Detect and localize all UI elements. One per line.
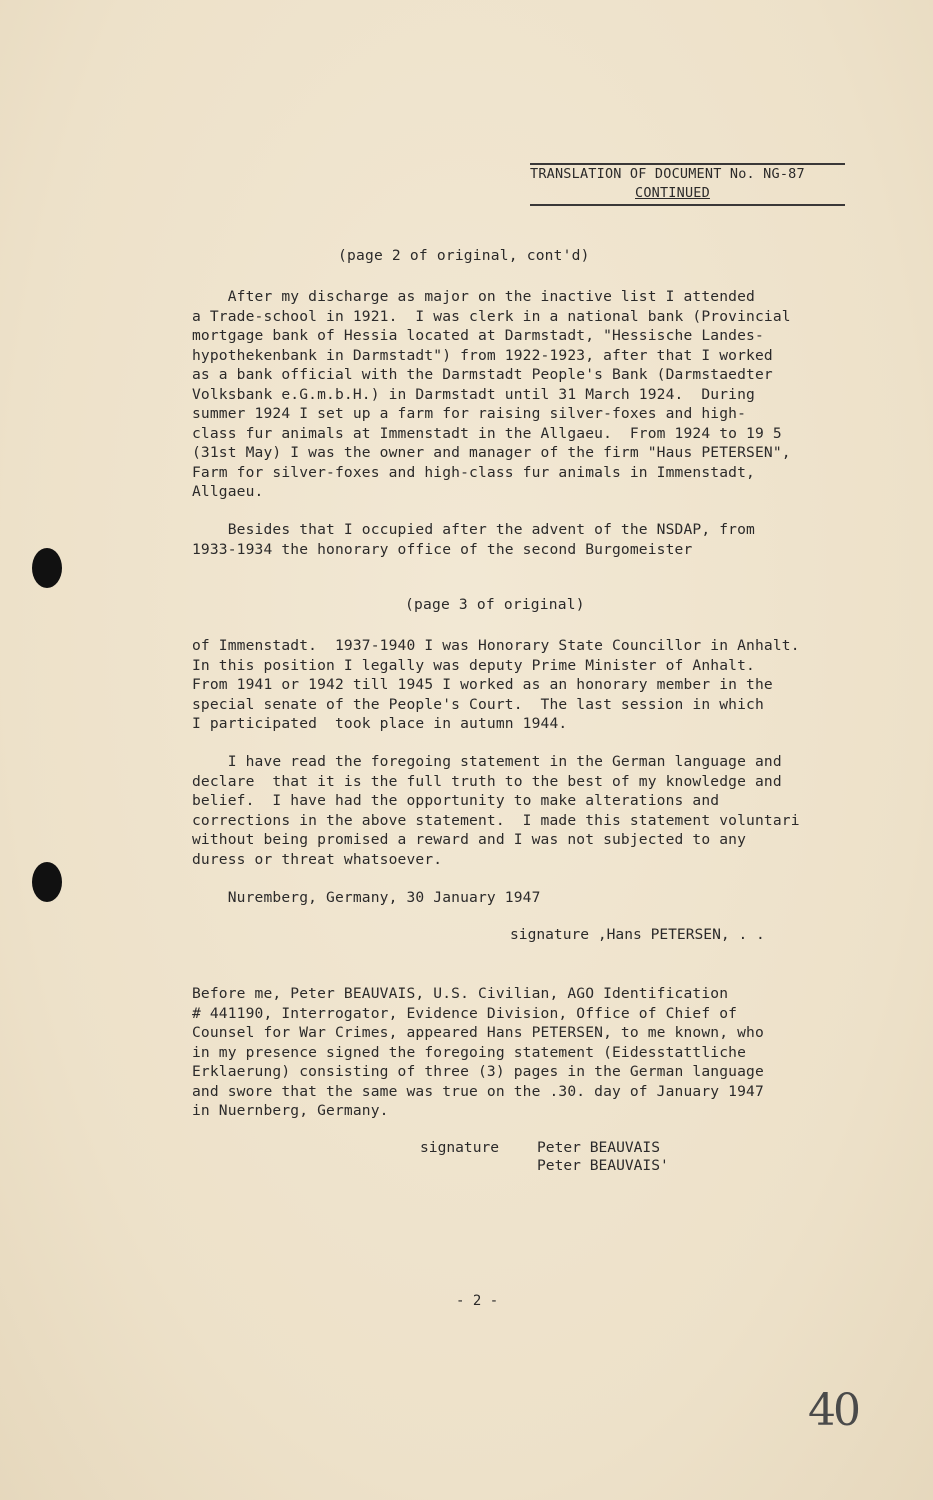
signature-beauvais-copy: Peter BEAUVAIS': [537, 1157, 669, 1174]
text-line: After my discharge as major on the inactive list I attended: [192, 288, 755, 305]
text-line: In this position I legally was deputy Prime Minister of Anhalt.: [192, 656, 755, 674]
text-line: 1933-1934 the honorary office of the second Burgomeister: [192, 540, 693, 558]
paragraph-attestation: [192, 984, 852, 1121]
header-title: TRANSLATION OF DOCUMENT No. NG-87: [530, 166, 805, 182]
handwritten-folio-number: 40: [808, 1385, 858, 1436]
text-line: Erklaerung) consisting of three (3) pages in the German language: [192, 1063, 764, 1080]
text-line: I participated took place in autumn 1944.: [192, 715, 568, 732]
text-line: corrections in the above statement. I made this statement voluntari: [192, 811, 800, 829]
text-line: class fur animals at Immenstadt in the Allgaeu. From 1924 to 19 5: [192, 424, 782, 442]
paragraph-positions: [192, 636, 852, 734]
page-number: - 2 -: [456, 1293, 499, 1309]
text-line: in Nuernberg, Germany.: [192, 1102, 389, 1119]
header-continued: CONTINUED: [635, 185, 710, 201]
punch-hole-top: [32, 548, 62, 588]
text-line: without being promised a reward and I was not subjected to any: [192, 831, 747, 848]
text-line: # 441190, Interrogator, Evidence Division, Office of Chief of: [192, 1004, 738, 1022]
text-line: (31st May) I was the owner and manager of the firm "Haus PETERSEN",: [192, 444, 791, 461]
text-line: of Immenstadt. 1937-1940 I was Honorary State Councillor in Anhalt.: [192, 637, 800, 654]
text-line: a Trade-school in 1921. I was clerk in a national bank (Provincial: [192, 307, 791, 325]
signature-petersen: signature ,Hans PETERSEN, . .: [510, 926, 765, 943]
page-caption-3: (page 3 of original): [405, 596, 585, 613]
header-rule-bottom: [530, 204, 845, 206]
text-line: in my presence signed the foregoing statement (Eidesstattliche: [192, 1043, 747, 1061]
text-line: Counsel for War Crimes, appeared Hans PETERSEN, to me known, who: [192, 1024, 764, 1041]
paragraph-declaration: [192, 752, 852, 869]
text-line: special senate of the People's Court. The last session in which: [192, 695, 764, 713]
text-line: mortgage bank of Hessia located at Darmstadt, "Hessische Landes-: [192, 327, 764, 344]
text-line: duress or threat whatsoever.: [192, 850, 443, 868]
document-header: [530, 163, 845, 206]
text-line: Besides that I occupied after the advent of the NSDAP, from: [192, 521, 755, 538]
text-line: declare that it is the full truth to the best of my knowledge and: [192, 772, 782, 790]
text-line: Before me, Peter BEAUVAIS, U.S. Civilian, AGO Identification: [192, 985, 729, 1002]
signature-label: signature: [420, 1139, 500, 1156]
paragraph-office: [192, 520, 852, 559]
text-line: Volksbank e.G.m.b.H.) in Darmstadt until 31 March 1924. During: [192, 385, 755, 403]
text-line: Farm for silver-foxes and high-class fur animals in Immenstadt,: [192, 463, 755, 481]
text-line: From 1941 or 1942 till 1945 I worked as an honorary member in the: [192, 676, 773, 693]
text-line: Allgaeu.: [192, 483, 264, 500]
text-line: belief. I have had the opportunity to make alterations and: [192, 792, 720, 809]
paragraph-career: [192, 287, 852, 502]
place-and-date: Nuremberg, Germany, 30 January 1947: [192, 889, 541, 906]
punch-hole-bottom: [32, 862, 62, 902]
text-line: and swore that the same was true on the .30. day of January 1947: [192, 1082, 764, 1100]
signature-beauvais: Peter BEAUVAIS: [537, 1139, 661, 1156]
text-line: I have read the foregoing statement in the German language and: [192, 753, 782, 770]
text-line: as a bank official with the Darmstadt People's Bank (Darmstaedter: [192, 366, 773, 383]
page-caption-2: (page 2 of original, cont'd): [338, 247, 590, 264]
text-line: hypothekenbank in Darmstadt") from 1922-1923, after that I worked: [192, 346, 773, 364]
text-line: summer 1924 I set up a farm for raising silver-foxes and high-: [192, 405, 747, 422]
